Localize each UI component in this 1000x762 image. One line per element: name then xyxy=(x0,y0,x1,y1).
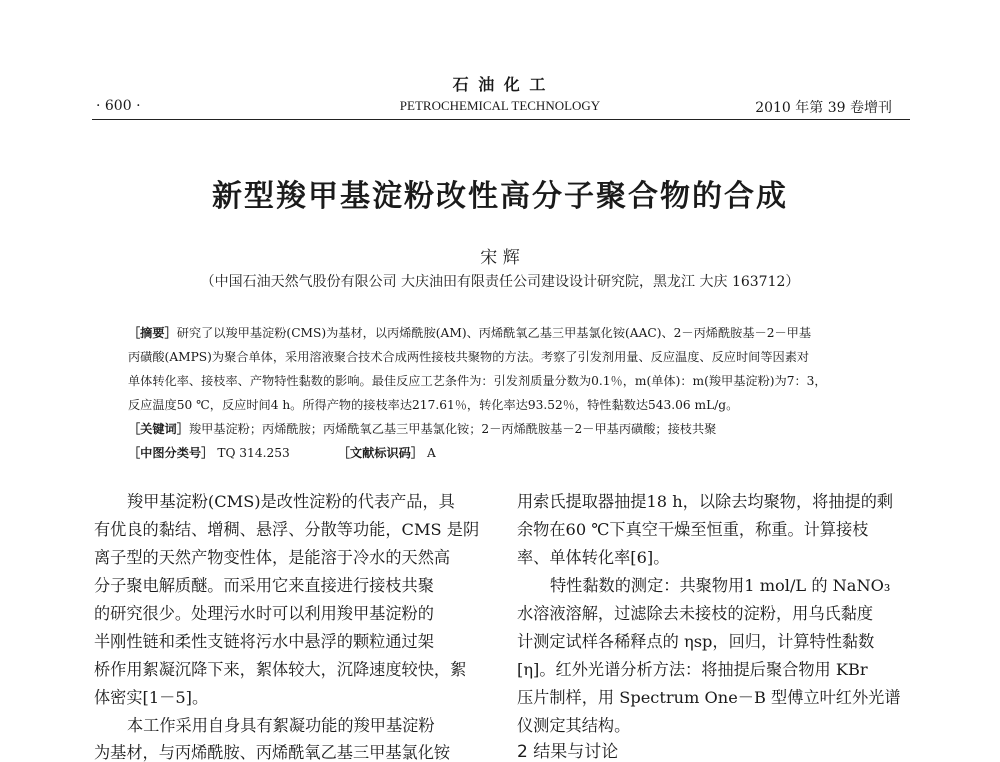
abstract-text: 研究了以羧甲基淀粉(CMS)为基材，以丙烯酰胺(AM)、丙烯酰氧乙基三甲基氯化铵(AAC)、2－丙烯酰胺基－2－甲基 xyxy=(176,326,812,340)
doc-code-label: ［文献标识码］ xyxy=(337,446,424,460)
keywords-text: 羧甲基淀粉；丙烯酰胺；丙烯酰氧乙基三甲基氯化铵；2－丙烯酰胺基－2－甲基丙磺酸；接枝共聚 xyxy=(188,422,717,436)
paragraph-line: [η]。红外光谱分析方法：将抽提后聚合物用 KBr xyxy=(517,660,868,679)
abstract-line: 反应温度50 ℃，反应时间4 h。所得产物的接枝率达217.61％，转化率达93.52％，特性黏数达543.06 mL/g。 xyxy=(128,398,739,412)
issue-info: 2010 年第 39 卷增刊 xyxy=(755,100,892,116)
paragraph-line: 率、单体转化率[6]。 xyxy=(517,548,670,567)
paragraph-line: 半刚性链和柔性支链将污水中悬浮的颗粒通过架 xyxy=(94,632,434,651)
doc-code: A xyxy=(427,446,436,460)
abstract-label: ［摘要］ xyxy=(128,326,177,340)
journal-title-en: PETROCHEMICAL TECHNOLOGY xyxy=(399,98,601,113)
paragraph-line: 桥作用絮凝沉降下来，絮体较大，沉降速度较快，絮 xyxy=(94,660,467,679)
paragraph-line: 为基材，与丙烯酰胺、丙烯酰氧乙基三甲基氯化铵 xyxy=(94,743,451,762)
paragraph-line: 的研究很少。处理污水时可以利用羧甲基淀粉的 xyxy=(94,604,434,623)
keywords-label: ［关键词］ xyxy=(128,422,189,436)
paragraph-line: 特性黏数的测定：共聚物用1 mol/L 的 NaNO₃ xyxy=(550,576,891,595)
class-number: TQ 314.253 xyxy=(217,446,290,460)
class-label: ［中图分类号］ xyxy=(128,446,214,460)
section-heading: 2 结果与讨论 xyxy=(517,742,619,762)
abstract-line: 单体转化率、接枝率、产物特性黏数的影响。最佳反应工艺条件为：引发剂质量分数为0.1％，m(单体)：m(羧甲基淀粉)为7：3， xyxy=(128,374,827,388)
paragraph-line: 分子聚电解质醚。而采用它来直接进行接枝共聚 xyxy=(94,576,434,595)
author-affiliation: （中国石油天然气股份有限公司 大庆油田有限责任公司建设设计研究院，黑龙江 大庆 163712） xyxy=(200,274,800,290)
paragraph-line: 用索氏提取器抽提18 h，以除去均聚物，将抽提的剩 xyxy=(517,492,894,511)
abstract-line xyxy=(128,324,888,341)
paragraph-line: 压片制样，用 Spectrum One－B 型傅立叶红外光谱 xyxy=(517,688,901,707)
paragraph-line: 计测定试样各稀释点的 ηsp，回归，计算特性黏数 xyxy=(517,632,875,651)
paragraph-line: 本工作采用自身具有絮凝功能的羧甲基淀粉 xyxy=(127,716,435,735)
classification-line xyxy=(128,444,888,461)
keywords-line xyxy=(128,420,888,437)
page-number: · 600 · xyxy=(96,98,141,114)
paragraph-line: 有优良的黏结、增稠、悬浮、分散等功能，CMS 是阴 xyxy=(94,520,480,539)
paragraph-line: 水溶液溶解，过滤除去未接枝的淀粉，用乌氏黏度 xyxy=(517,604,874,623)
paragraph-line: 仪测定其结构。 xyxy=(517,716,631,735)
author-name: 宋 辉 xyxy=(480,248,520,268)
paragraph-line: 体密实[1－5]。 xyxy=(94,688,209,707)
journal-title-cn: 石 油 化 工 xyxy=(452,75,548,94)
paragraph-line: 离子型的天然产物变性体，是能溶于冷水的天然高 xyxy=(94,548,451,567)
paragraph-line: 余物在60 ℃下真空干燥至恒重，称重。计算接枝 xyxy=(517,520,869,539)
article-title: 新型羧甲基淀粉改性高分子聚合物的合成 xyxy=(212,179,788,214)
header-rule xyxy=(92,119,910,120)
abstract-line: 丙磺酸(AMPS)为聚合单体，采用溶液聚合技术合成两性接枝共聚物的方法。考察了引发剂用量、反应温度、反应时间等因素对 xyxy=(128,350,810,364)
paragraph-line: 羧甲基淀粉(CMS)是改性淀粉的代表产品，具 xyxy=(127,492,455,511)
